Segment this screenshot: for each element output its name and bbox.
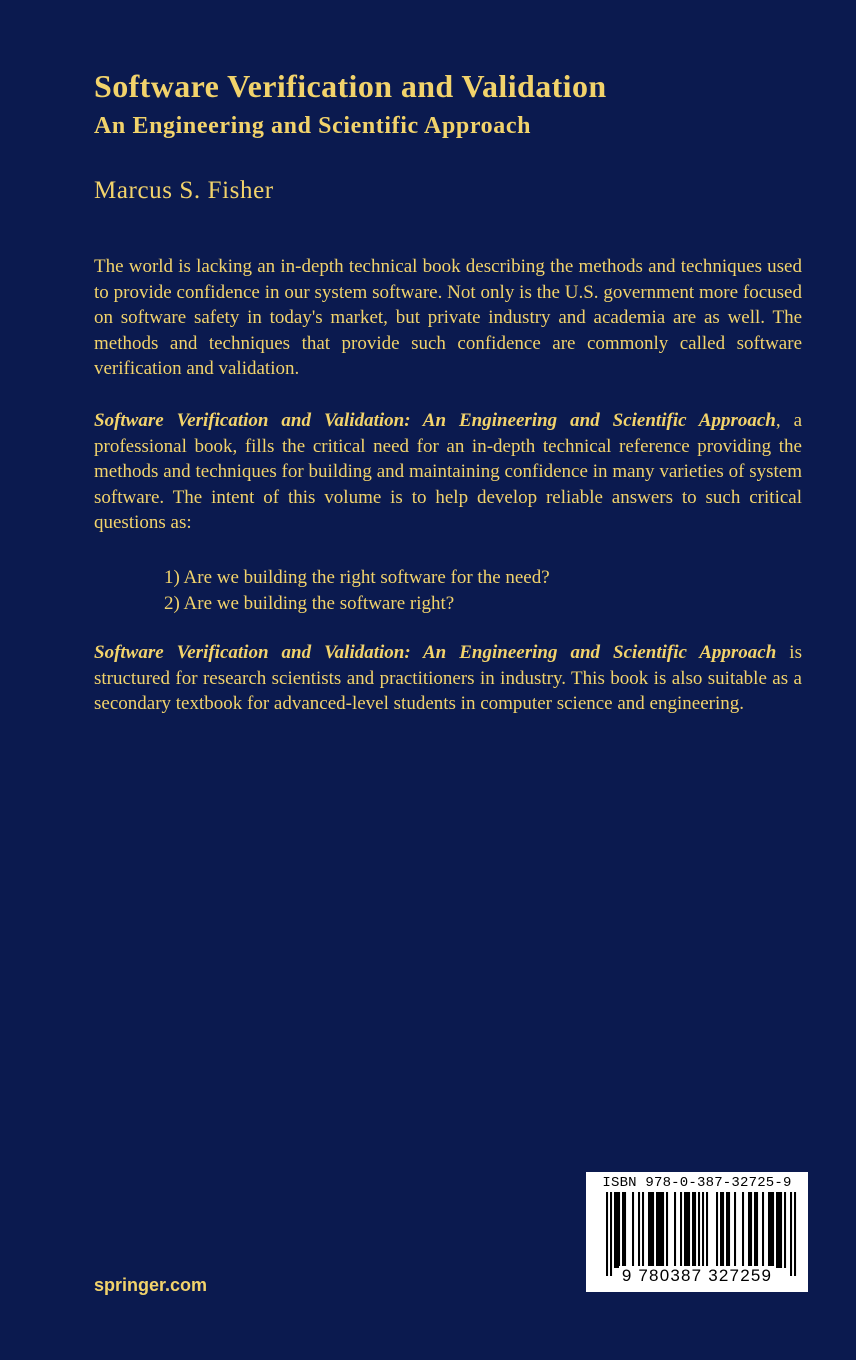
publisher-website: springer.com — [94, 1275, 208, 1295]
paragraph-2-book-title: Software Verification and Validation: An Engineering and Scientific Approach — [94, 410, 776, 431]
description-paragraph-1: The world is lacking an in-depth technical book describing the methods and techniques used to provide confidence in our system software. Not only is the U.S. government more focused on software safety in today's market, but private industry and academia are as well. The methods and techniques that provide such confidence are commonly called software verification and validation. — [94, 256, 802, 380]
barcode-bar — [790, 1192, 792, 1276]
barcode-bar — [692, 1192, 694, 1268]
paragraph-3-book-title: Software Verification and Validation: An Engineering and Scientific Approach — [94, 642, 777, 663]
barcode-bar — [610, 1192, 612, 1276]
barcode-digits: 9 780387 327259 — [619, 1266, 775, 1285]
barcode-bar — [658, 1192, 660, 1268]
description-paragraph-2 — [94, 408, 802, 536]
barcode-bar — [652, 1192, 654, 1268]
book-title: Software Verification and Validation — [94, 68, 607, 104]
isbn-barcode — [586, 1172, 808, 1292]
barcode-bar — [686, 1192, 688, 1268]
barcode-bar — [756, 1192, 758, 1268]
barcode-bar — [726, 1192, 728, 1268]
paragraph-3-text: is structured for research scientists and practitioners in industry. This book is also suitable as a secondary textbook for advanced-level students in computer science and engineering. — [94, 642, 802, 715]
barcode-bar — [632, 1192, 634, 1268]
barcode-bar — [660, 1192, 662, 1268]
barcode-bar — [762, 1192, 764, 1268]
barcode-bar — [770, 1192, 772, 1268]
barcode-bar — [784, 1192, 786, 1268]
barcode-bar — [780, 1192, 782, 1268]
barcode-bar — [666, 1192, 668, 1268]
author-name: Marcus S. Fisher — [94, 177, 274, 204]
barcode-bar — [622, 1192, 624, 1268]
barcode-bar — [650, 1192, 652, 1268]
barcode-bar — [716, 1192, 718, 1268]
barcode-bar — [606, 1192, 608, 1276]
barcode-bar — [768, 1192, 770, 1268]
barcode-bar — [662, 1192, 664, 1268]
barcode-bar — [656, 1192, 658, 1268]
isbn-label: ISBN 978-0-387-32725-9 — [602, 1175, 792, 1191]
barcode-bar — [648, 1192, 650, 1268]
barcode-bar — [694, 1192, 696, 1268]
question-1: 1) Are we building the right software for the need? — [164, 567, 550, 588]
question-2: 2) Are we building the software right? — [164, 593, 455, 614]
barcode-bar — [706, 1192, 708, 1268]
barcode-bar — [794, 1192, 796, 1276]
barcode-bar — [688, 1192, 690, 1268]
barcode-bar — [734, 1192, 736, 1268]
barcode-bar — [754, 1192, 756, 1268]
barcode-bar — [722, 1192, 724, 1268]
book-subtitle: An Engineering and Scientific Approach — [94, 113, 532, 139]
barcode-bar — [624, 1192, 626, 1268]
barcode-bar — [680, 1192, 682, 1268]
barcode-bar — [772, 1192, 774, 1268]
barcode-bar — [618, 1192, 620, 1268]
barcode-bar — [614, 1192, 616, 1268]
barcode-bar — [750, 1192, 752, 1268]
barcode-bar — [742, 1192, 744, 1268]
paragraph-2-text: , a professional book, fills the critical need for an in-depth technical reference providing the methods and techniques for building and maintaining confidence in many varieties of system software. The intent of this volume is to help develop reliable answers to such critical questions as: — [94, 410, 803, 534]
barcode-bar — [638, 1192, 640, 1268]
barcode-bar — [720, 1192, 722, 1268]
barcode-bar — [778, 1192, 780, 1268]
barcode-bar — [674, 1192, 676, 1268]
barcode-digits-row — [586, 1266, 808, 1286]
barcode-bar — [748, 1192, 750, 1268]
barcode-bar — [684, 1192, 686, 1268]
barcode-bar — [728, 1192, 730, 1268]
barcode-bar — [698, 1192, 700, 1276]
barcode-bar — [642, 1192, 644, 1268]
barcode-bar — [776, 1192, 778, 1268]
description-paragraph-3 — [94, 640, 802, 717]
barcode-bar — [616, 1192, 618, 1268]
barcode-bar — [702, 1192, 704, 1276]
